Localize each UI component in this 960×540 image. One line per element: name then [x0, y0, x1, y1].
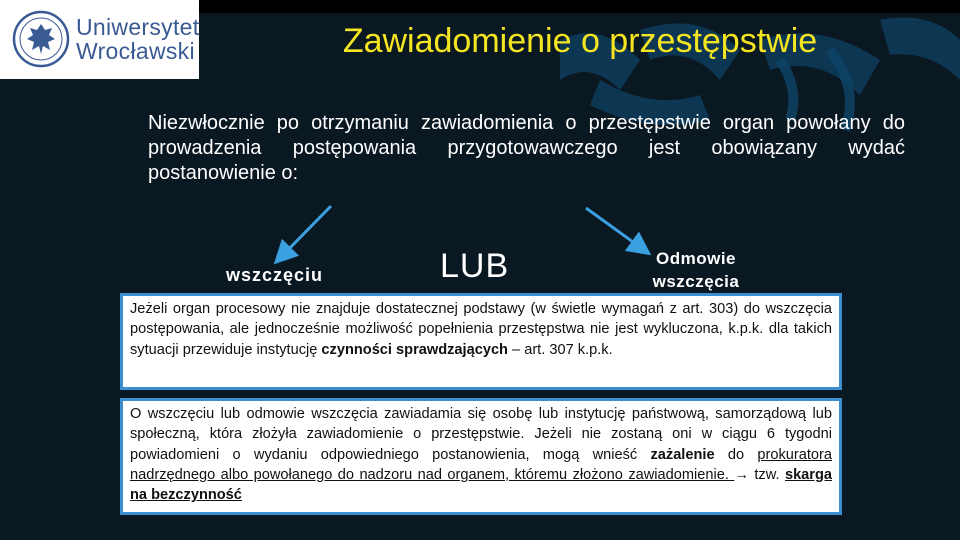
logo-text-line2: Wrocławski — [76, 38, 195, 64]
arrow-right-icon — [586, 208, 644, 250]
box1-text-plain: Jeżeli organ procesowy nie znajduje dostatecznej podstawy (w świetle wymagań z art. 303) do wszczęcia postępowania, ale jednocześnie możliwość popełnienia przestępstwa nie jest wykluczona, k.p.k. dla takich sytuacji przewiduje instytucję — [130, 301, 832, 358]
box2-text-underlined: prokuratora nadrzędnego albo powołanego do nadzoru nad organem, któremu złożono zawiadomienie. — [130, 446, 832, 483]
box1-text-bold: czynności sprawdzających — [321, 341, 508, 358]
info-box-2-text — [130, 404, 832, 505]
box2-text-plain: O wszczęciu lub odmowie wszczęcia zawiadamia się osobę lub instytucję państwową, samorządową lub społeczną, która złożyła zawiadomienie o przestępstwie. Jeżeli nie zostaną oni w ciągu 6 tygodni powiadomieni o wydaniu odpowiedniego postanowienia, mogą wnieść — [130, 406, 832, 463]
logo-text-line1: Uniwersytet — [76, 14, 200, 40]
option-lub: LUB — [440, 247, 510, 285]
arrow-right-glyph-icon: → — [734, 466, 749, 483]
box1-text-tail: – art. 307 k.p.k. — [507, 341, 613, 358]
box2-text-skarga: skarga na bezczynność — [130, 466, 833, 504]
info-box-1-text — [130, 299, 832, 360]
box2-text-tzw: tzw. — [748, 466, 785, 483]
option-odmowie-wszczecia: Odmowie wszczęcia — [652, 249, 740, 291]
intro-paragraph: Niezwłocznie po otrzymaniu zawiadomienia o przestępstwie organ powołany do prowadzenia postępowania przygotowawczego jest obowiązany wydać postanowienie o: — [148, 112, 905, 184]
info-box-zawiadomienie — [120, 398, 842, 515]
option-wszczeciu: wszczęciu — [226, 265, 324, 285]
box2-text-mid: do — [714, 446, 758, 463]
info-box-czynnosci-sprawdzajace — [120, 293, 842, 390]
arrow-left-icon — [280, 206, 331, 258]
slide-title: Zawiadomienie o przestępstwie — [342, 22, 818, 60]
box2-text-bold: zażalenie — [650, 446, 715, 463]
